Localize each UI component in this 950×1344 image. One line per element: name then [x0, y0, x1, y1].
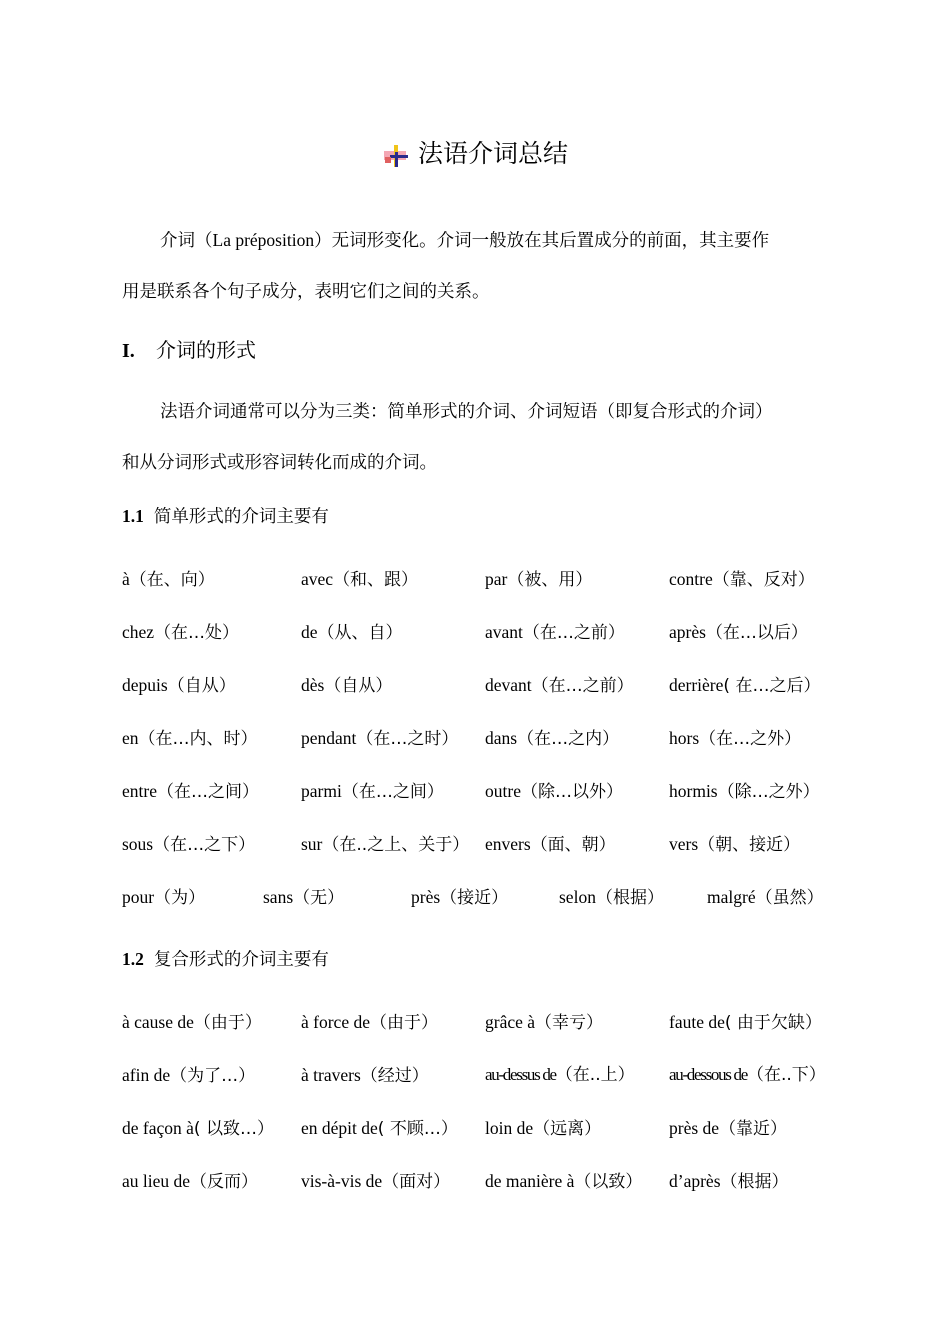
preposition-item: après（在…以后）	[669, 622, 808, 643]
preposition-item: de（从、自）	[301, 622, 403, 643]
intro-line-2: 用是联系各个句子成分，表明它们之间的关系。	[122, 282, 490, 302]
preposition-item: au-dessous de（在..下）	[669, 1065, 826, 1085]
preposition-item: grâce à（幸亏）	[485, 1012, 604, 1033]
preposition-item: à travers（经过）	[301, 1065, 429, 1086]
preposition-item: malgré（虽然）	[707, 887, 824, 908]
preposition-item: pour（为）	[122, 887, 206, 908]
table-row	[122, 831, 842, 884]
intro-term: La préposition	[212, 230, 315, 250]
intro-paragraph	[122, 215, 834, 318]
table-row	[122, 672, 842, 725]
table-row	[122, 619, 842, 672]
preposition-item: vis-à-vis de（面对）	[301, 1171, 451, 1192]
section-1-number: I.	[122, 340, 135, 362]
intro-rest: ）无词形变化。介词一般放在其后置成分的前面，其主要作	[314, 231, 770, 251]
subsection-1-1-title: 简单形式的介词主要有	[153, 507, 329, 527]
preposition-item: d’après（根据）	[669, 1171, 789, 1192]
preposition-item: entre（在…之间）	[122, 781, 259, 802]
section-1-paragraph	[122, 387, 834, 489]
subsection-1-2-title: 复合形式的介词主要有	[153, 950, 329, 970]
table-row	[122, 725, 842, 778]
table-row	[122, 778, 842, 831]
preposition-item: de manière à（以致）	[485, 1171, 643, 1192]
table-row	[122, 1115, 842, 1168]
simple-prepositions-table	[122, 566, 842, 937]
intro-lead: 介词（	[160, 231, 213, 251]
preposition-item: en（在…内、时）	[122, 728, 258, 749]
preposition-item: parmi（在…之间）	[301, 781, 444, 802]
preposition-item: au-dessus de（在..上）	[485, 1065, 635, 1085]
section-1-line-2: 和从分词形式或形容词转化而成的介词。	[122, 453, 437, 473]
preposition-item: faute de( 由于欠缺）	[669, 1012, 822, 1033]
preposition-item: chez（在…处）	[122, 622, 240, 643]
preposition-item: devant（在…之前）	[485, 675, 634, 696]
subsection-1-2-number: 1.2	[122, 949, 144, 969]
preposition-item: avec（和、跟）	[301, 569, 419, 590]
preposition-item: loin de（远离）	[485, 1118, 602, 1139]
preposition-item: sous（在…之下）	[122, 834, 256, 855]
preposition-item: près de（靠近）	[669, 1118, 788, 1139]
preposition-item: hors（在…之外）	[669, 728, 802, 749]
intro-line-1	[122, 215, 834, 267]
table-row	[122, 884, 842, 937]
document-title	[0, 136, 950, 172]
preposition-item: contre（靠、反对）	[669, 569, 815, 590]
preposition-item: à（在、向）	[122, 569, 215, 590]
table-row	[122, 1009, 842, 1062]
preposition-item: sur（在..之上、关于）	[301, 834, 470, 855]
title-logo-icon	[382, 142, 410, 168]
subsection-1-1-number: 1.1	[122, 506, 144, 526]
preposition-item: avant（在…之前）	[485, 622, 625, 643]
table-row	[122, 1168, 842, 1221]
table-row	[122, 566, 842, 619]
preposition-item: selon（根据）	[559, 887, 664, 908]
preposition-item: à cause de（由于）	[122, 1012, 262, 1033]
preposition-item: hormis（除…之外）	[669, 781, 820, 802]
preposition-item: vers（朝、接近）	[669, 834, 801, 855]
preposition-item: afin de（为了…）	[122, 1065, 256, 1086]
preposition-item: à force de（由于）	[301, 1012, 438, 1033]
preposition-item: en dépit de( 不顾…）	[301, 1118, 458, 1139]
preposition-item: dès（自从）	[301, 675, 393, 696]
preposition-item: depuis（自从）	[122, 675, 236, 696]
preposition-item: dans（在…之内）	[485, 728, 620, 749]
preposition-item: sans（无）	[263, 887, 345, 908]
preposition-item: par（被、用）	[485, 569, 593, 590]
preposition-item: de façon à( 以致…）	[122, 1118, 274, 1139]
preposition-item: outre（除…以外）	[485, 781, 623, 802]
preposition-item: derrière( 在…之后）	[669, 675, 821, 696]
section-1-title: 介词的形式	[156, 338, 256, 362]
preposition-item: près（接近）	[411, 887, 509, 908]
preposition-item: envers（面、朝）	[485, 834, 616, 855]
table-row	[122, 1062, 842, 1115]
section-1-line-1: 法语介词通常可以分为三类：简单形式的介词、介词短语（即复合形式的介词）	[160, 402, 773, 422]
compound-prepositions-table	[122, 1009, 842, 1221]
preposition-item: au lieu de（反而）	[122, 1171, 259, 1192]
title-text: 法语介词总结	[417, 139, 568, 168]
section-1-heading	[122, 335, 256, 366]
subsection-1-2-heading	[122, 945, 329, 974]
subsection-1-1-heading	[122, 502, 329, 531]
preposition-item: pendant（在…之时）	[301, 728, 459, 749]
